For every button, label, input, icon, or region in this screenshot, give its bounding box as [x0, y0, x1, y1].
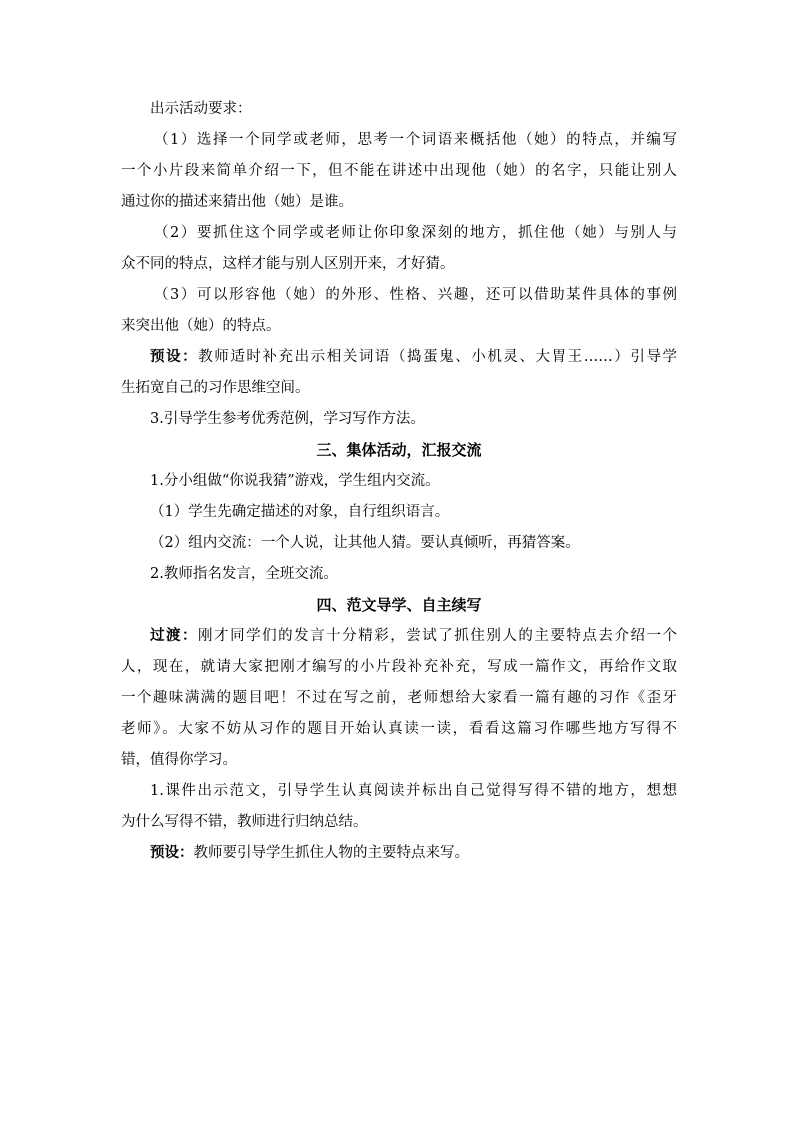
preset-2-label: 预设：: [150, 845, 194, 861]
transition-line-5: 错，值得你学习。: [121, 752, 237, 768]
requirement-1-line-2: 一个小片段来简单介绍一下，但不能在讲述中出现他（她）的名字，只能让别人: [121, 163, 677, 179]
requirement-2-line-1: （2）要抓住这个同学或老师让你印象深刻的地方，抓住他（她）与别人与: [154, 225, 677, 241]
requirements-title: 出示活动要求：: [150, 101, 252, 117]
section-3-item-1: 1.分小组做“你说我猜”游戏，学生组内交流。: [150, 473, 440, 489]
transition-line-3: 一个趣味满满的题目吧！不过在写之前，老师想给大家看一篇有趣的习作《歪牙: [121, 690, 677, 706]
section-4-item-1-line-1: 1.课件出示范文，引导学生认真阅读并标出自己觉得写得不错的地方，想想: [150, 783, 677, 799]
transition-line-4: 老师》。大家不妨从习作的题目开始认真读一读，看看这篇习作哪些地方写得不: [121, 721, 677, 737]
transition-line-1: [121, 621, 677, 652]
transition-text: 刚才同学们的发言十分精彩，尝试了抓住别人的主要特点去介绍一个: [198, 628, 677, 644]
section-3-sub-2: （2）组内交流：一个人说，让其他人猜。要认真倾听，再猜答案。: [150, 535, 580, 551]
requirement-1-line-3: 通过你的描述来猜出他（她）是谁。: [121, 194, 353, 210]
requirement-3-line-2: 来突出他（她）的特点。: [121, 318, 281, 334]
transition-label: 过渡：: [150, 628, 199, 644]
section-4-title: 四、范文导学、自主续写: [316, 596, 482, 614]
preset-2-text: 教师要引导学生抓住人物的主要特点来写。: [193, 845, 469, 861]
requirement-3-line-1: （3）可以形容他（她）的外形、性格、兴趣，还可以借助某件具体的事例: [154, 287, 677, 303]
requirement-1-line-1: （1）选择一个同学或老师，思考一个词语来概括他（她）的特点，并编写: [154, 132, 677, 148]
section-4-item-1-line-2: 为什么写得不错，教师进行归纳总结。: [121, 814, 368, 830]
requirement-2-line-2: 众不同的特点，这样才能与别人区别开来，才好猜。: [121, 256, 455, 272]
preset-1-line-1: [121, 342, 677, 373]
step-3: 3.引导学生参考优秀范例，学习写作方法。: [150, 411, 425, 427]
section-3-item-2: 2.教师指名发言，全班交流。: [150, 566, 338, 582]
document-page: [121, 94, 677, 869]
preset-1-text: 教师适时补充出示相关词语（捣蛋鬼、小机灵、大胃王……）引导学: [198, 349, 677, 365]
transition-line-2: 人，现在，就请大家把刚才编写的小片段补充补充，写成一篇作文，再给作文取: [121, 659, 677, 675]
preset-2-line: [121, 838, 677, 869]
preset-1-line-2: 生拓宽自己的习作思维空间。: [121, 380, 310, 396]
section-3-title: 三、集体活动，汇报交流: [316, 441, 482, 459]
preset-1-label: 预设：: [150, 349, 199, 365]
section-3-sub-1: （1）学生先确定描述的对象，自行组织语言。: [150, 504, 450, 520]
